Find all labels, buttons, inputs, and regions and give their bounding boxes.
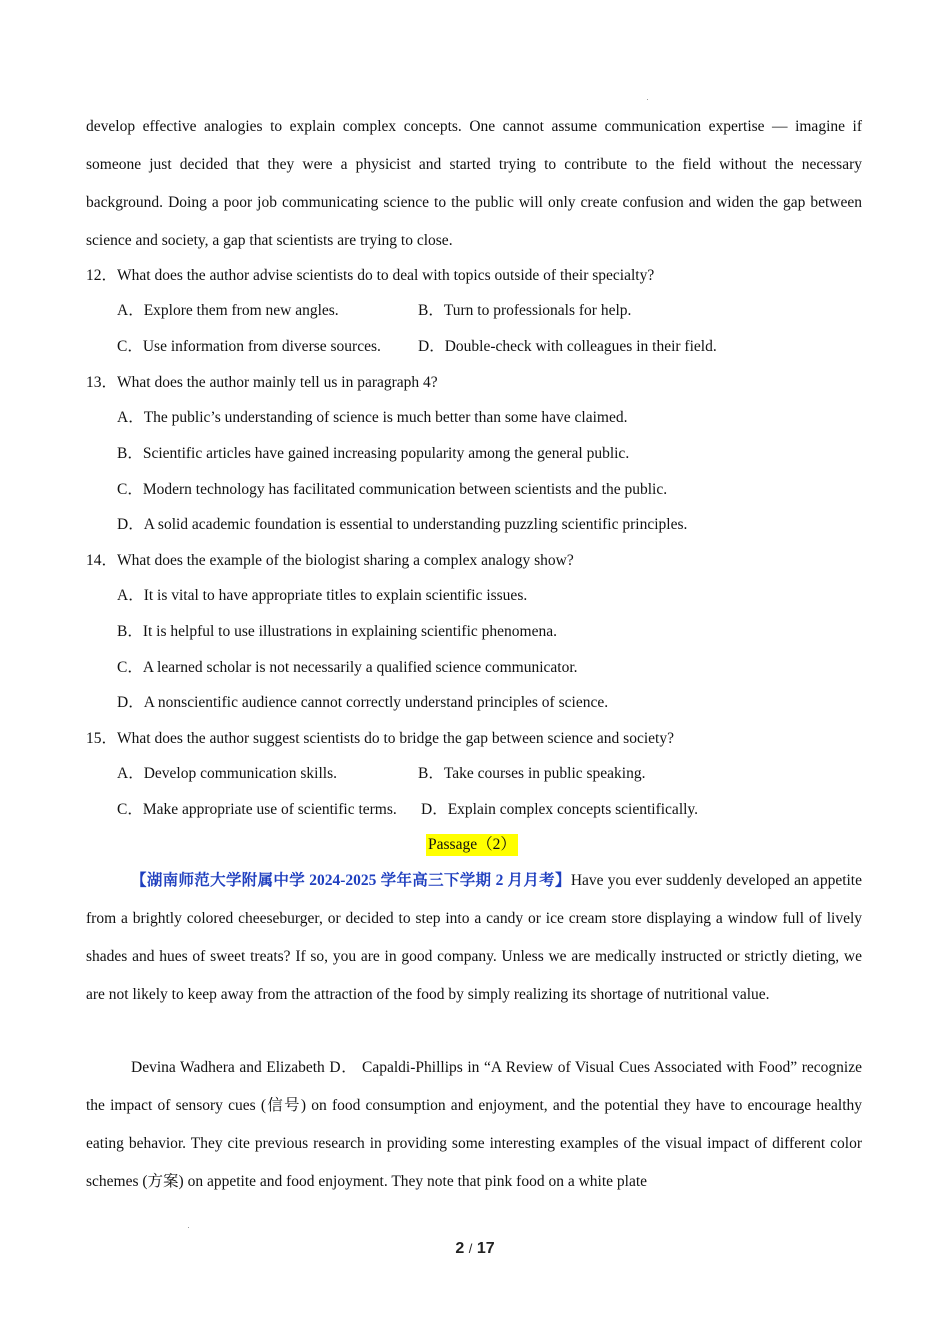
passage-2-source: 【湖南师范大学附属中学 2024-2025 学年高三下学期 2 月月考】 bbox=[131, 872, 571, 889]
intro-paragraph: develop effective analogies to explain complex concepts. One cannot assume communication expertise — imagine if someone just decided that they were a physicist and started trying to contribute to the field without the necessary background. Doing a poor job communicating science to the public will only create confusion and widen the gap between science and society, a gap that scientists are trying to close. bbox=[86, 118, 862, 249]
passage-2-paragraph-1 bbox=[86, 862, 862, 1014]
question-12-option-a: A．Explore them from new angles. bbox=[117, 302, 339, 319]
question-15-option-b: B．Take courses in public speaking. bbox=[418, 765, 646, 782]
question-15-option-d: D．Explain complex concepts scientifically. bbox=[421, 801, 699, 818]
scan-speck bbox=[188, 1227, 189, 1228]
question-12-option-b: B．Turn to professionals for help. bbox=[418, 302, 632, 319]
question-14-option-a: A．It is vital to have appropriate titles to explain scientific issues. bbox=[117, 587, 528, 604]
question-14-option-c: C．A learned scholar is not necessarily a qualified science communicator. bbox=[117, 659, 578, 676]
passage-2-paragraph-2: Devina Wadhera and Elizabeth D． Capaldi-Phillips in “A Review of Visual Cues Associated with Food” recognize the impact of sensory cues (信号) on food consumption and enjoyment, and the potential they have to encourage healthy eating behavior. They cite previous research in providing some interesting examples of the visual impact of different color schemes (方案) on appetite and food enjoyment. They note that pink food on a white plate bbox=[86, 1059, 862, 1190]
scan-speck bbox=[647, 99, 648, 100]
total-pages: 17 bbox=[476, 1240, 495, 1257]
question-15-option-c: C．Make appropriate use of scientific terms. bbox=[117, 801, 397, 818]
page-number bbox=[0, 1240, 950, 1258]
question-12-option-d: D．Double-check with colleagues in their field. bbox=[418, 338, 717, 355]
question-13-option-c: C．Modern technology has facilitated communication between scientists and the public. bbox=[117, 481, 668, 498]
question-12-stem: 12．What does the author advise scientists do to deal with topics outside of their specialty? bbox=[86, 267, 655, 284]
question-15-stem: 15．What does the author suggest scientists do to bridge the gap between science and society? bbox=[86, 730, 674, 747]
question-13-option-a: A．The public’s understanding of science is much better than some have claimed. bbox=[117, 409, 628, 426]
question-14-option-b: B．It is helpful to use illustrations in explaining scientific phenomena. bbox=[117, 623, 557, 640]
page-separator: / bbox=[468, 1241, 473, 1256]
question-13-stem: 13．What does the author mainly tell us in paragraph 4? bbox=[86, 374, 438, 391]
question-13-option-d: D．A solid academic foundation is essential to understanding puzzling scientific principles. bbox=[117, 516, 688, 533]
question-14-stem: 14．What does the example of the biologist sharing a complex analogy show? bbox=[86, 552, 574, 569]
passage-2-title: Passage（2） bbox=[426, 834, 518, 856]
question-13-option-b: B．Scientific articles have gained increasing popularity among the general public. bbox=[117, 445, 630, 462]
passage-2-paragraph-1-text: Have you ever suddenly developed an appetite from a brightly colored cheeseburger, or decided to step into a candy or ice cream store displaying a window full of lively shades and hues of sweet treats? If so, you are in good company. Unless we are medically instructed or strictly dieting, we are not likely to keep away from the attraction of the food by simply realizing its shortage of nutritional value. bbox=[86, 872, 862, 1003]
question-12-option-c: C．Use information from diverse sources. bbox=[117, 338, 381, 355]
question-14-option-d: D．A nonscientific audience cannot correctly understand principles of science. bbox=[117, 694, 609, 711]
current-page: 2 bbox=[455, 1240, 465, 1257]
question-15-option-a: A．Develop communication skills. bbox=[117, 765, 337, 782]
